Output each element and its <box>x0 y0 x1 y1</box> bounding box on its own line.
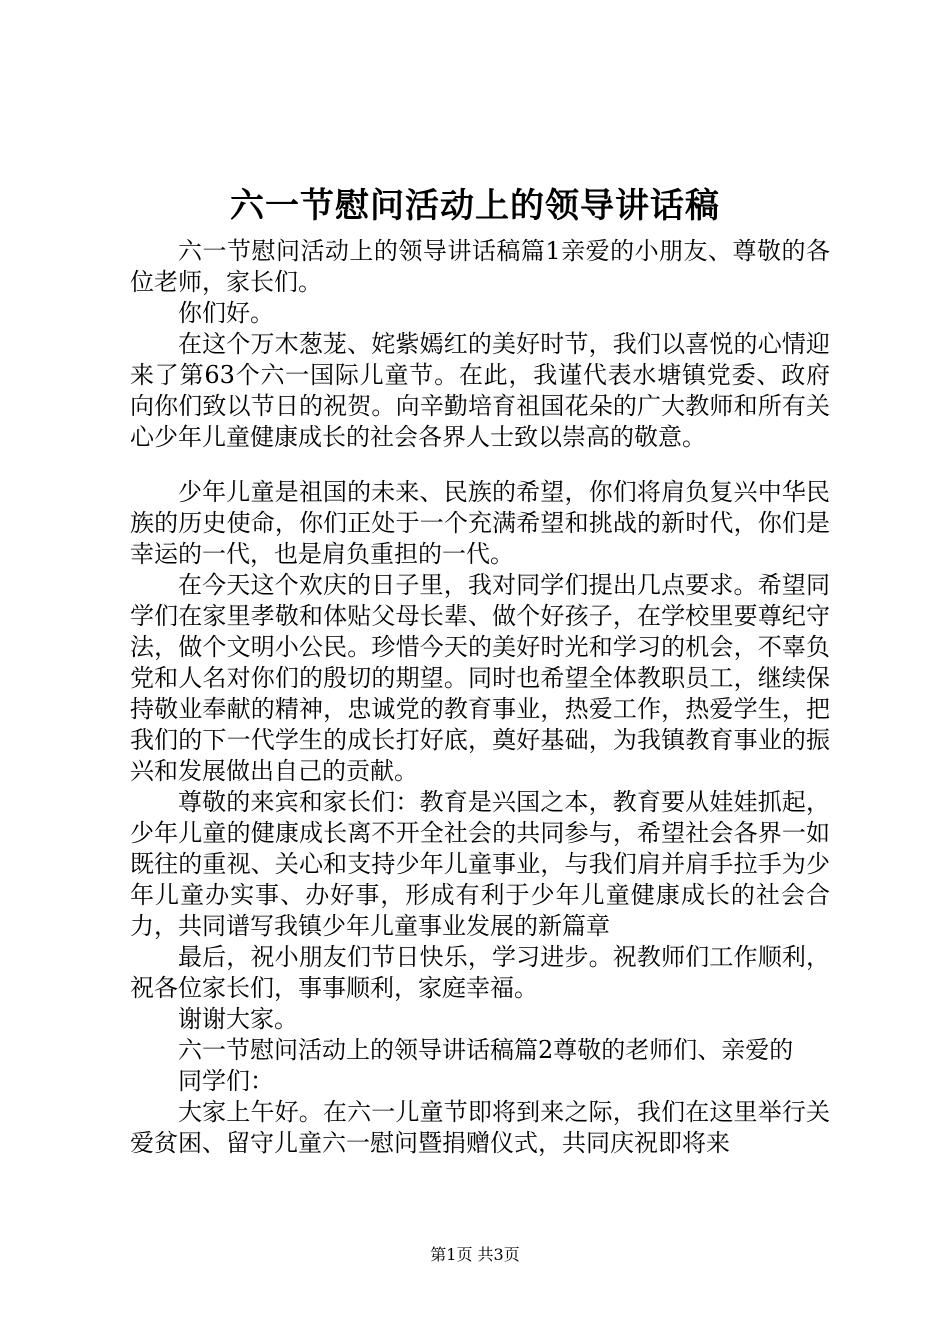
document-body <box>130 236 830 1159</box>
paragraph: 六一节慰问活动上的领导讲话稿篇2尊敬的老师们、亲爱的 <box>178 1036 794 1064</box>
paragraph: 谢谢大家。 <box>178 1005 298 1033</box>
paragraph: 少年儿童是祖国的未来、民族的希望，你们将肩负复兴中华民族的历史使命，你们正处于一个充满希望和挑战的新时代，你们是幸运的一代，也是肩负重担的一代。 <box>130 478 830 568</box>
document-title: 六一节慰问活动上的领导讲话稿 <box>230 186 720 226</box>
paragraph: 在今天这个欢庆的日子里，我对同学们提出几点要求。希望同学们在家里孝敬和体贴父母长辈、做个好孩子，在学校里要尊纪守法，做个文明小公民。珍惜今天的美好时光和学习的机会，不辜负党和人名对你们的殷切的期望。同时也希望全体教职员工，继续保持敬业奉献的精神，忠诚党的教育事业，热爱工作，热爱学生，把我们的下一代学生的成长打好底，奠好基础，为我镇教育事业的振兴和发展做出自己的贡献。 <box>130 571 830 785</box>
paragraph: 尊敬的来宾和家长们：教育是兴国之本，教育要从娃娃抓起，少年儿童的健康成长离不开全社会的共同参与，希望社会各界一如既往的重视、关心和支持少年儿童事业，与我们肩并肩手拉手为少年儿童办实事、办好事，形成有利于少年儿童健康成长的社会合力，共同谱写我镇少年儿童事业发展的新篇章 <box>130 788 830 940</box>
paragraph: 同学们： <box>178 1067 274 1095</box>
paragraph: 你们好。 <box>178 299 274 327</box>
paragraph: 六一节慰问活动上的领导讲话稿篇1亲爱的小朋友、尊敬的各位老师，家长们。 <box>130 237 830 296</box>
paragraph: 最后，祝小朋友们节日快乐，学习进步。祝教师们工作顺利，祝各位家长们，事事顺利，家庭幸福。 <box>130 943 830 1002</box>
page-number-footer: 第1页 共3页 <box>430 1245 520 1264</box>
paragraph: 大家上午好。在六一儿童节即将到来之际，我们在这里举行关爱贫困、留守儿童六一慰问暨捐赠仪式，共同庆祝即将来 <box>130 1098 830 1157</box>
paragraph: 在这个万木葱茏、姹紫嫣红的美好时节，我们以喜悦的心情迎来了第63个六一国际儿童节。在此，我谨代表水塘镇党委、政府向你们致以节日的祝贺。向辛勤培育祖国花朵的广大教师和所有关心少年儿童健康成长的社会各界人士致以崇高的敬意。 <box>130 330 830 451</box>
